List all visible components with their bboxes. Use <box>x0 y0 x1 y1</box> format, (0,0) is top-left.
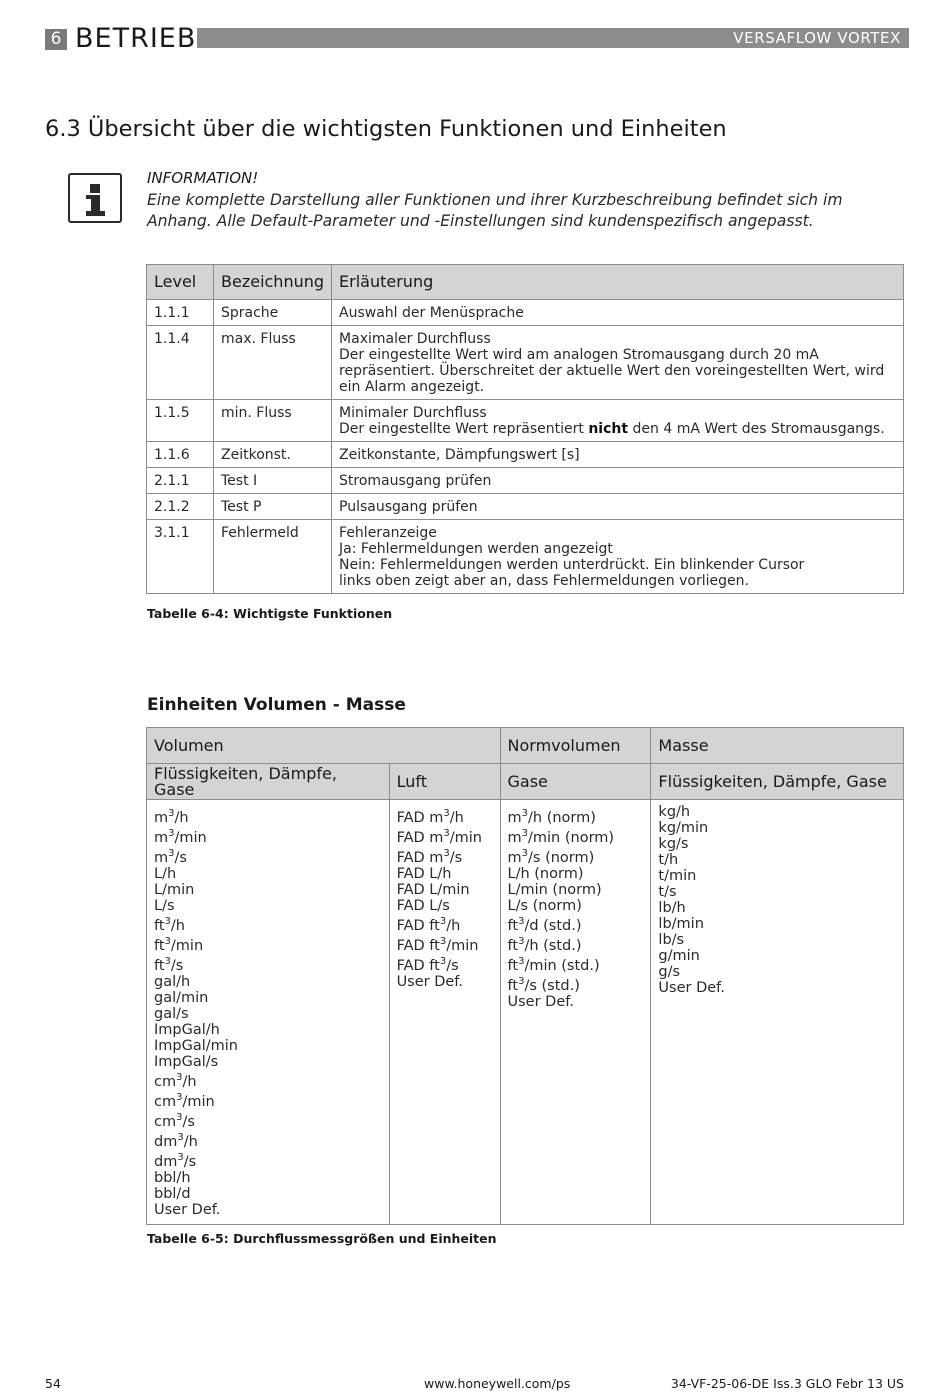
unit-base: m <box>507 850 522 866</box>
header-description: Erläuterung <box>332 265 904 300</box>
unit-suffix: /h <box>446 918 461 934</box>
unit-item <box>397 934 493 954</box>
unit-item <box>508 806 644 826</box>
unit-suffix: /h <box>449 810 464 826</box>
unit-base: m <box>154 810 169 826</box>
description-line <box>339 421 896 437</box>
unit-base: User Def. <box>658 980 725 996</box>
unit-exponent: 3 <box>168 828 175 840</box>
unit-item <box>154 954 382 974</box>
header-liquids-volume: Flüssigkeiten, Dämpfe, Gase <box>147 764 390 800</box>
unit-item <box>397 846 493 866</box>
unit-base: cm <box>154 1094 177 1110</box>
unit-base: User Def. <box>154 1202 221 1218</box>
unit-item <box>508 846 644 866</box>
unit-item <box>397 914 493 934</box>
unit-suffix: /s <box>174 850 187 866</box>
functions-table-body <box>147 300 904 594</box>
description-line: Fehleranzeige <box>339 525 437 541</box>
unit-item <box>154 846 382 866</box>
row-description <box>332 442 904 468</box>
unit-item <box>154 1150 382 1170</box>
row-level: 2.1.1 <box>147 468 214 494</box>
unit-base: m <box>154 830 169 846</box>
unit-item <box>508 914 644 934</box>
unit-base: m <box>154 850 169 866</box>
unit-suffix: /h (std.) <box>524 938 582 954</box>
header-name: Bezeichnung <box>214 265 332 300</box>
header-bar <box>197 28 909 48</box>
units-header-row-2 <box>147 764 904 800</box>
unit-suffix: /s (norm) <box>528 850 595 866</box>
unit-suffix: /h <box>183 1134 198 1150</box>
unit-exponent: 3 <box>443 828 450 840</box>
unit-exponent: 3 <box>518 976 525 988</box>
unit-suffix: /h <box>182 1074 197 1090</box>
unit-exponent: 3 <box>443 808 450 820</box>
description-line: Der eingestellte Wert wird am analogen Stromausgang durch 20 mA repräsentiert. Überschreitet der aktuelle Wert den voreingestellten Wert, wird ein Alarm angezeigt. <box>339 347 885 395</box>
unit-base: lb/h <box>658 900 686 916</box>
description-line: Minimaler Durchfluss <box>339 405 487 421</box>
header-level: Level <box>147 265 214 300</box>
unit-exponent: 3 <box>176 1072 183 1084</box>
units-mass <box>651 800 904 1225</box>
unit-base: ft <box>507 978 519 994</box>
info-heading: INFORMATION! <box>147 169 259 187</box>
unit-suffix: /min <box>449 830 482 846</box>
unit-base: FAD L/s <box>396 898 450 914</box>
unit-base: kg/min <box>658 820 709 836</box>
unit-item <box>658 964 896 980</box>
unit-suffix: /min <box>170 938 204 954</box>
unit-suffix: /min (norm) <box>528 830 615 846</box>
unit-base: FAD L/min <box>396 882 470 898</box>
unit-exponent: 3 <box>518 936 525 948</box>
description-text: den 4 mA Wert des Stromausgangs. <box>628 421 885 437</box>
unit-item <box>154 1054 382 1070</box>
unit-item <box>154 974 382 990</box>
unit-base: dm <box>154 1154 178 1170</box>
unit-base: lb/min <box>658 916 704 932</box>
unit-item <box>508 826 644 846</box>
unit-base: cm <box>154 1114 177 1130</box>
unit-exponent: 3 <box>443 848 450 860</box>
unit-base: FAD ft <box>396 938 440 954</box>
unit-base: L/min (norm) <box>507 882 602 898</box>
unit-item <box>397 826 493 846</box>
unit-exponent: 3 <box>521 828 529 840</box>
unit-base: t/s <box>658 884 677 900</box>
unit-item <box>658 868 896 884</box>
units-table-caption: Tabelle 6-5: Durchflussmessgrößen und Einheiten <box>147 1231 497 1246</box>
unit-item <box>658 916 896 932</box>
row-description <box>332 300 904 326</box>
unit-exponent: 3 <box>176 1112 183 1124</box>
unit-suffix: /h <box>174 810 189 826</box>
row-description <box>332 400 904 442</box>
row-description <box>332 468 904 494</box>
footer-url: www.honeywell.com/ps <box>424 1376 571 1391</box>
unit-item <box>154 990 382 1006</box>
unit-exponent: 3 <box>176 1092 183 1104</box>
header-masse: Masse <box>651 728 904 764</box>
functions-header-row <box>147 265 904 300</box>
unit-base: g/s <box>658 964 681 980</box>
unit-suffix: /h (norm) <box>528 810 596 826</box>
unit-suffix: /min (std.) <box>524 958 600 974</box>
row-name: Sprache <box>214 300 332 326</box>
units-row <box>147 800 904 1225</box>
description-line: Zeitkonstante, Dämpfungswert [s] <box>339 447 580 463</box>
description-line: Pulsausgang prüfen <box>339 499 478 515</box>
unit-base: L/h <box>154 866 177 882</box>
unit-item <box>397 866 493 882</box>
unit-suffix: /s <box>182 1114 195 1130</box>
unit-item <box>154 934 382 954</box>
unit-item <box>154 1110 382 1130</box>
unit-item <box>658 948 896 964</box>
unit-base: User Def. <box>396 974 463 990</box>
footer-doc-id: 34-VF-25-06-DE Iss.3 GLO Febr 13 US <box>670 1376 904 1391</box>
header-gases: Gase <box>500 764 651 800</box>
unit-item <box>397 806 493 826</box>
unit-item <box>154 1186 382 1202</box>
unit-item <box>154 1022 382 1038</box>
unit-base: ft <box>154 918 165 934</box>
unit-item <box>508 934 644 954</box>
unit-suffix: /min <box>182 1094 215 1110</box>
unit-base: ImpGal/min <box>154 1038 238 1054</box>
units-volume-liquids <box>147 800 390 1225</box>
row-description <box>332 494 904 520</box>
functions-table <box>146 264 904 594</box>
row-name: Test I <box>214 468 332 494</box>
row-level: 3.1.1 <box>147 520 214 594</box>
unit-item <box>154 1202 382 1218</box>
unit-base: L/h (norm) <box>507 866 584 882</box>
unit-base: kg/s <box>658 836 689 852</box>
unit-base: dm <box>154 1134 178 1150</box>
unit-exponent: 3 <box>518 916 525 928</box>
header-volumen: Volumen <box>147 728 501 764</box>
functions-table-caption: Tabelle 6-4: Wichtigste Funktionen <box>147 606 393 621</box>
unit-item <box>154 826 382 846</box>
info-text: Eine komplette Darstellung aller Funktionen und ihrer Kurzbeschreibung befindet sich im Anhang. Alle Default-Parameter und -Einstellungen sind kundenspezifisch angepasst. <box>147 191 843 230</box>
unit-base: L/s (norm) <box>507 898 582 914</box>
unit-base: lb/s <box>658 932 685 948</box>
description-line: Maximaler Durchfluss <box>339 331 491 347</box>
row-name: max. Fluss <box>214 326 332 400</box>
unit-base: FAD ft <box>396 918 440 934</box>
product-name: VERSAFLOW VORTEX <box>733 29 901 47</box>
unit-item <box>154 898 382 914</box>
unit-base: ft <box>507 918 519 934</box>
unit-item <box>154 1070 382 1090</box>
unit-exponent: 3 <box>164 936 171 948</box>
row-level: 1.1.4 <box>147 326 214 400</box>
unit-item <box>397 974 493 990</box>
unit-suffix: /h <box>170 918 185 934</box>
unit-item <box>154 806 382 826</box>
unit-exponent: 3 <box>177 1152 184 1164</box>
unit-base: kg/h <box>658 804 691 820</box>
unit-suffix: /s <box>446 958 459 974</box>
functions-row <box>147 300 904 326</box>
description-line: Stromausgang prüfen <box>339 473 492 489</box>
unit-base: ImpGal/h <box>154 1022 220 1038</box>
units-section-title: Einheiten Volumen - Masse <box>147 695 406 715</box>
unit-base: bbl/h <box>154 1170 191 1186</box>
functions-row <box>147 400 904 442</box>
unit-item <box>397 954 493 974</box>
units-normvolume-gases <box>500 800 651 1225</box>
units-table <box>146 727 904 1225</box>
unit-item <box>508 866 644 882</box>
description-line: links oben zeigt aber an, dass Fehlermeldungen vorliegen. <box>339 573 749 589</box>
functions-row <box>147 468 904 494</box>
unit-item <box>154 1130 382 1150</box>
unit-exponent: 3 <box>521 848 529 860</box>
unit-base: ft <box>507 958 519 974</box>
row-name: Test P <box>214 494 332 520</box>
unit-base: FAD ft <box>396 958 440 974</box>
unit-item <box>658 980 896 996</box>
unit-item <box>397 898 493 914</box>
header-normvolumen: Normvolumen <box>500 728 651 764</box>
unit-base: gal/s <box>154 1006 189 1022</box>
unit-exponent: 3 <box>168 848 175 860</box>
units-header-row-1 <box>147 728 904 764</box>
unit-item <box>154 1006 382 1022</box>
row-name: Fehlermeld <box>214 520 332 594</box>
row-level: 2.1.2 <box>147 494 214 520</box>
row-level: 1.1.1 <box>147 300 214 326</box>
unit-exponent: 3 <box>439 916 447 928</box>
unit-base: m <box>507 810 522 826</box>
unit-suffix: /s (std.) <box>524 978 580 994</box>
unit-base: FAD m <box>396 810 444 826</box>
unit-base: FAD m <box>396 830 444 846</box>
unit-base: L/min <box>154 882 195 898</box>
unit-item <box>508 954 644 974</box>
unit-base: ImpGal/s <box>154 1054 219 1070</box>
unit-base: FAD m <box>396 850 444 866</box>
unit-base: gal/h <box>154 974 191 990</box>
chapter-number: 6 <box>45 29 67 50</box>
unit-base: cm <box>154 1074 177 1090</box>
row-description <box>332 520 904 594</box>
unit-base: t/min <box>658 868 697 884</box>
information-icon <box>68 173 122 223</box>
page-number: 54 <box>45 1376 61 1391</box>
unit-base: User Def. <box>507 994 574 1010</box>
unit-base: L/s <box>154 898 175 914</box>
unit-suffix: /min <box>174 830 207 846</box>
chapter-title: BETRIEB <box>75 23 197 54</box>
unit-item <box>658 932 896 948</box>
unit-base: ft <box>154 938 165 954</box>
functions-row <box>147 442 904 468</box>
section-title: 6.3 Übersicht über die wichtigsten Funktionen und Einheiten <box>45 116 727 142</box>
unit-item <box>397 882 493 898</box>
functions-row <box>147 520 904 594</box>
unit-suffix: /s <box>183 1154 197 1170</box>
description-line: Ja: Fehlermeldungen werden angezeigt <box>339 541 613 557</box>
description-text: Der eingestellte Wert repräsentiert <box>339 421 589 437</box>
description-line: Nein: Fehlermeldungen werden unterdrückt. Ein blinkender Cursor <box>339 557 805 573</box>
unit-exponent: 3 <box>521 808 529 820</box>
description-emphasis: nicht <box>588 421 629 437</box>
unit-exponent: 3 <box>164 956 171 968</box>
row-level: 1.1.5 <box>147 400 214 442</box>
unit-suffix: /min <box>446 938 479 954</box>
header-liquids-mass: Flüssigkeiten, Dämpfe, Gase <box>651 764 904 800</box>
header-air: Luft <box>389 764 500 800</box>
unit-exponent: 3 <box>439 956 447 968</box>
unit-exponent: 3 <box>177 1132 184 1144</box>
unit-item <box>658 820 896 836</box>
row-name: min. Fluss <box>214 400 332 442</box>
unit-item <box>658 884 896 900</box>
unit-exponent: 3 <box>518 956 525 968</box>
unit-item <box>658 900 896 916</box>
row-description <box>332 326 904 400</box>
row-name: Zeitkonst. <box>214 442 332 468</box>
unit-item <box>154 1170 382 1186</box>
unit-base: ft <box>154 958 165 974</box>
unit-base: t/h <box>658 852 679 868</box>
unit-item <box>658 836 896 852</box>
unit-exponent: 3 <box>164 916 171 928</box>
row-level: 1.1.6 <box>147 442 214 468</box>
unit-suffix: /s <box>170 958 184 974</box>
unit-item <box>508 994 644 1010</box>
unit-item <box>658 852 896 868</box>
unit-item <box>154 882 382 898</box>
description-line: Auswahl der Menüsprache <box>339 305 524 321</box>
unit-exponent: 3 <box>439 936 447 948</box>
unit-base: m <box>507 830 522 846</box>
unit-suffix: /d (std.) <box>524 918 582 934</box>
unit-exponent: 3 <box>168 808 175 820</box>
unit-item <box>154 1090 382 1110</box>
unit-item <box>508 974 644 994</box>
unit-base: bbl/d <box>154 1186 191 1202</box>
unit-item <box>508 882 644 898</box>
functions-row <box>147 494 904 520</box>
unit-base: ft <box>507 938 519 954</box>
units-volume-air <box>389 800 500 1225</box>
unit-base: g/min <box>658 948 700 964</box>
functions-row <box>147 326 904 400</box>
unit-item <box>508 898 644 914</box>
unit-base: gal/min <box>154 990 209 1006</box>
unit-suffix: /s <box>449 850 463 866</box>
unit-item <box>658 804 896 820</box>
unit-item <box>154 866 382 882</box>
unit-base: FAD L/h <box>396 866 452 882</box>
unit-item <box>154 1038 382 1054</box>
unit-item <box>154 914 382 934</box>
